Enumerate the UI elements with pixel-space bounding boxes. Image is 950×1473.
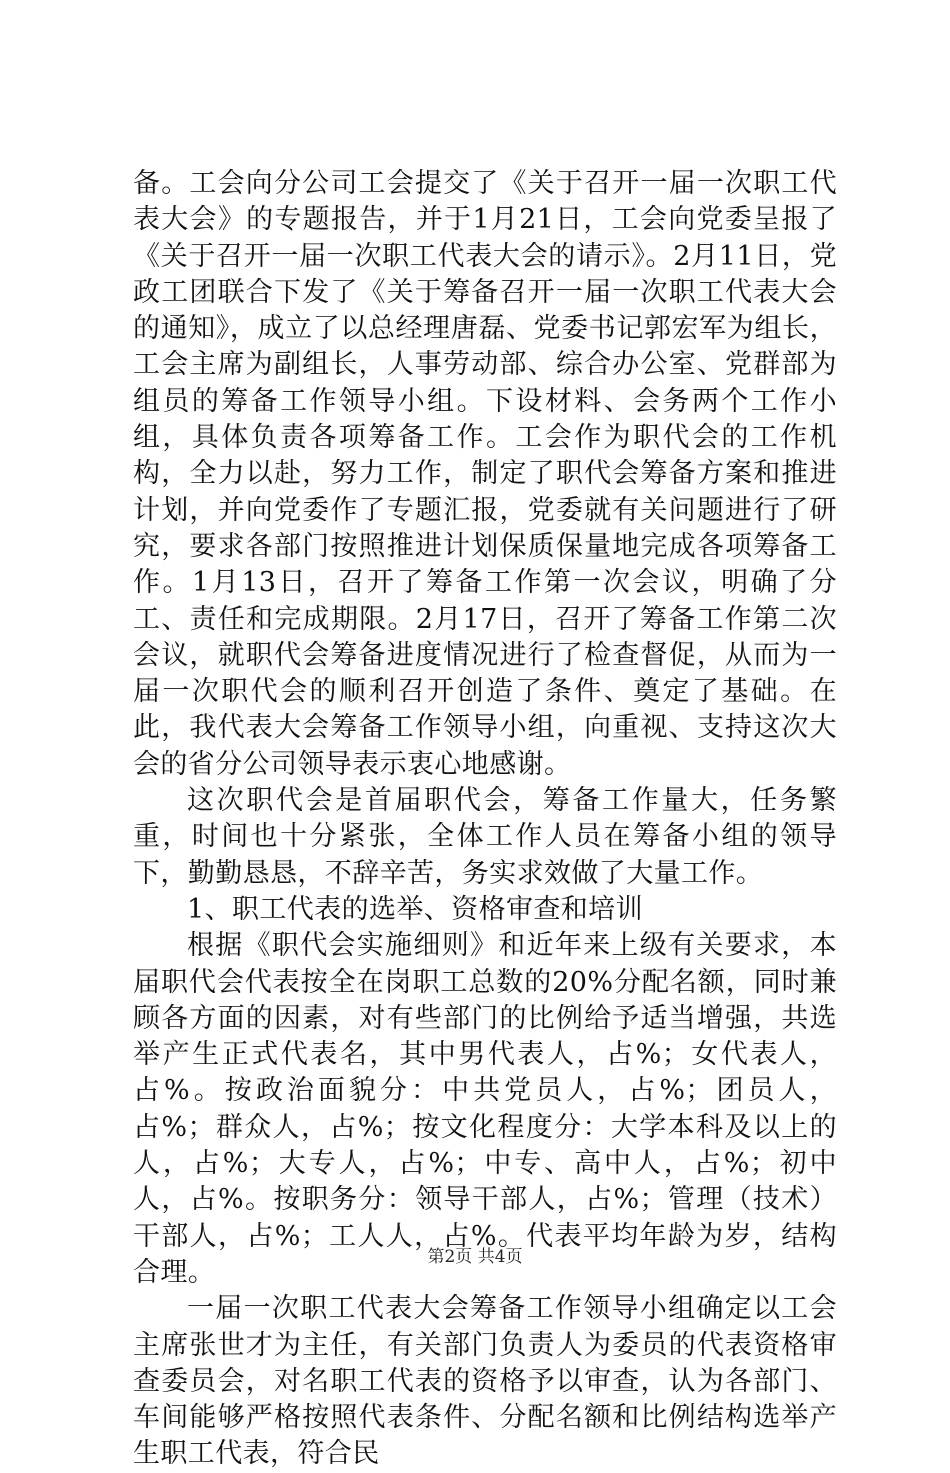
body-paragraph: 一届一次职工代表大会筹备工作领导小组确定以工会主席张世才为主任，有关部门负责人为委员的代表资格审查委员会，对名职工代表的资格予以审查，认为各部门、车间能够严格按照代表条件、分配名额和比例结构选举产生职工代表，符合民 bbox=[133, 1293, 837, 1470]
document-body bbox=[133, 166, 837, 1473]
body-paragraph-continued: 备。工会向分公司工会提交了《关于召开一届一次职工代表大会》的专题报告，并于1月21日，工会向党委呈报了《关于召开一届一次职工代表大会的请示》。2月11日，党政工团联合下发了《关于筹备召开一届一次职工代表大会的通知》，成立了以总经理唐磊、党委书记郭宏军为组长，工会主席为副组长，人事劳动部、综合办公室、党群部为组员的筹备工作领导小组。下设材料、会务两个工作小组，具体负责各项筹备工作。工会作为职代会的工作机构，全力以赴，努力工作，制定了职代会筹备方案和推进计划，并向党委作了专题汇报，党委就有关问题进行了研究，要求各部门按照推进计划保质保量地完成各项筹备工作。1月13日，召开了筹备工作第一次会议，明确了分工、责任和完成期限。2月17日，召开了筹备工作第二次会议，就职代会筹备进度情况进行了检查督促，从而为一届一次职代会的顺利召开创造了条件、奠定了基础。在此，我代表大会筹备工作领导小组，向重视、支持这次大会的省分公司领导表示衷心地感谢。 bbox=[133, 168, 837, 780]
page-footer: 第2页 共4页 bbox=[427, 1247, 523, 1267]
body-paragraph: 这次职代会是首届职代会，筹备工作量大，任务繁重，时间也十分紧张，全体工作人员在筹备小组的领导下，勤勤恳恳，不辞辛苦，务实求效做了大量工作。 bbox=[133, 785, 837, 889]
body-paragraph: 根据《职代会实施细则》和近年来上级有关要求，本届职代会代表按全在岗职工总数的20%分配名额，同时兼顾各方面的因素，对有些部门的比例给予适当增强，共选举产生正式代表名，其中男代表人，占%；女代表人，占%。按政治面貌分：中共党员人，占%；团员人，占%；群众人，占%；按文化程度分：大学本科及以上的人，占%；大专人，占%；中专、高中人，占%；初中人，占%。按职务分：领导干部人，占%；管理（技术）干部人，占%；工人人，占%。代表平均年龄为岁，结构合理。 bbox=[133, 930, 837, 1288]
section-heading: 1、职工代表的选举、资格审查和培训 bbox=[187, 893, 643, 925]
